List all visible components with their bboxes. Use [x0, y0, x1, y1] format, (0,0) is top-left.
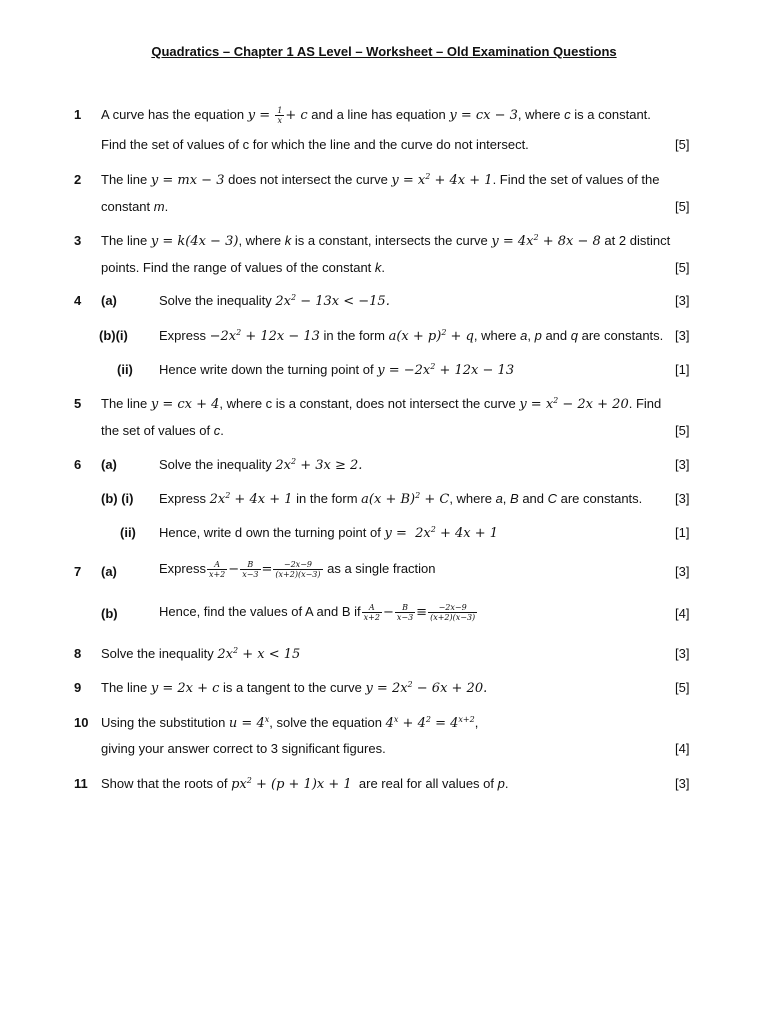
equation-curve: $y = x^2 + 4x + 1$ [391, 172, 493, 188]
part-label: (a) [101, 457, 117, 472]
question-1-line-1 [0, 106, 768, 124]
question-1-line-2: Find the set of values of c for which the line and the curve do not intersect. [5] [101, 137, 690, 152]
marks: [1] [675, 362, 690, 377]
expression: $px^2 + (p + 1)x + 1$ [231, 776, 352, 792]
equation-line: y = cx + 4 [150, 397, 220, 412]
marks: [3] [675, 328, 690, 343]
question-number: 6 [74, 457, 82, 472]
question-5-line-2: the set of values of c. [5] [101, 423, 690, 438]
completed-square-form: $a(x + p)^2 + q$ [388, 328, 474, 344]
substitution: $u = 4^x$ [228, 715, 270, 731]
equation: $y = 2x^2 + 4x + 1$ [384, 525, 499, 541]
part-label: (b) (i) [101, 491, 134, 506]
question-2-line-1: 2 The line y = mx − 3 does not intersect the curve $y = x^2 + 4x + 1$. Find the set of values of the [74, 172, 660, 188]
question-7b: (b) Hence, find the values of A and B if $\frac{A}{x+2}$ − $\frac{B}{x-3}$ ≡ $\frac{-2x-9}{(x+2)(x-3)}$ [4] [101, 603, 690, 623]
question-6a: 6 (a) Solve the inequality $2x^2 + 3x \ge 2$. [3] [74, 457, 690, 473]
equation-line: y = cx − 3 [449, 108, 518, 123]
marks: [3] [675, 564, 690, 579]
question-number: 8 [74, 646, 82, 661]
question-7a: 7 (a) Express $\frac{A}{x+2}$ − $\frac{B}{x-3}$ = $\frac{-2x-9}{(x+2)(x-3)}$ as a single fraction [3] [74, 560, 690, 580]
fraction-a: $\frac{A}{x+2}$ [363, 603, 380, 623]
marks: [3] [675, 776, 690, 791]
part-label: (b) [101, 606, 118, 621]
question-6bii: (ii) Hence, write d own the turning point of $y = 2x^2 + 4x + 1$ [1] [120, 525, 690, 541]
marks: [4] [675, 606, 690, 621]
marks: [4] [675, 741, 690, 756]
part-label: (b)(i) [99, 328, 128, 343]
question-number: 4 [74, 293, 82, 308]
marks: [3] [675, 491, 690, 506]
question-3-line-1: 3 The line y = k(4x − 3), where k is a constant, intersects the curve $y = 4x^2 + 8x - 8$ at 2 distinct [74, 233, 671, 249]
marks: [3] [675, 293, 690, 308]
equation-line: y = 2x + c [150, 681, 220, 696]
fraction-combined: $\frac{-2x-9}{(x+2)(x-3)}$ [275, 560, 321, 580]
worksheet-title: Quadratics – Chapter 1 AS Level – Worksheet – Old Examination Questions [151, 44, 617, 59]
question-6bi: (b) (i) Express $2x^2 + 4x + 1$ in the form $a(x + B)^2 + C$, where a, B and C are constants. [3] [101, 491, 690, 507]
question-number: 2 [74, 172, 82, 187]
question-4a: 4 (a) Solve the inequality $2x^2 - 13x < -15$. [3] [74, 293, 690, 309]
question-9: 9 The line y = 2x + c is a tangent to the curve $y = 2x^2 - 6x + 20$. [5] [74, 680, 690, 696]
question-number: 11 [74, 776, 88, 791]
equation-curve: $y = 4x^2 + 8x - 8$ [491, 233, 601, 249]
marks: [5] [675, 260, 690, 275]
marks: [5] [675, 199, 690, 214]
equation-curve: $y = 2x^2 - 6x + 20$. [365, 680, 488, 696]
equation-curve: y = $\frac{1}{x}$ + c [247, 106, 308, 125]
marks: [3] [675, 457, 690, 472]
part-label: (ii) [120, 525, 136, 540]
question-number: 10 [74, 715, 89, 730]
question-8: 8 Solve the inequality $2x^2 + x < 15$ [3] [74, 646, 690, 662]
fraction-b: $\frac{B}{x-3}$ [396, 603, 414, 623]
question-10-line-1: 10 Using the substitution $u = 4^x$, solve the equation $4^x + 4^2 = 4^{x+2}$, [74, 715, 479, 731]
question-number: 3 [74, 233, 82, 248]
question-4bii: (ii) Hence write down the turning point of $y = -2x^2 + 12x - 13$ [1] [117, 362, 690, 378]
question-number: 7 [74, 564, 82, 579]
question-10-line-2: giving your answer correct to 3 significant figures. [4] [101, 741, 690, 756]
question-number: 5 [74, 396, 82, 411]
marks: [5] [675, 423, 690, 438]
completed-square-form: $a(x + B)^2 + C$ [361, 491, 450, 507]
inequality: $2x^2 + x < 15$ [217, 646, 301, 662]
marks: [1] [675, 525, 690, 540]
question-number: 9 [74, 680, 82, 695]
marks: [3] [675, 646, 690, 661]
fraction-b: $\frac{B}{x-3}$ [242, 560, 259, 580]
marks: [5] [675, 137, 690, 152]
question-11: 11 Show that the roots of $px^2 + (p + 1)x + 1$ are real for all values of p. [3] [74, 776, 690, 792]
inequality: $2x^2 - 13x < -15$. [275, 293, 390, 309]
question-4bi: (b)(i) Express $-2x^2 + 12x - 13$ in the form $a(x + p)^2 + q$, where a, p and q are constants. [3] [99, 328, 690, 344]
part-label: (a) [101, 564, 117, 579]
part-label: (a) [101, 293, 117, 308]
expression: $2x^2 + 4x + 1$ [209, 491, 293, 507]
fraction-combined: $\frac{-2x-9}{(x+2)(x-3)}$ [430, 603, 476, 623]
equation-line: y = k(4x − 3) [150, 234, 239, 249]
equation-line: y = mx − 3 [150, 173, 225, 188]
expression: $-2x^2 + 12x - 13$ [209, 328, 320, 344]
equation-curve: $y = x^2 - 2x + 20$ [519, 396, 629, 412]
equation: $4^x + 4^2 = 4^{x+2}$ [385, 715, 475, 731]
fraction-a: $\frac{A}{x+2}$ [208, 560, 226, 580]
question-3-line-2: points. Find the range of values of the constant k. [5] [101, 260, 690, 275]
question-5-line-1: 5 The line y = cx + 4, where c is a constant, does not intersect the curve $y = x^2 - 2x + 20$. Find [74, 396, 662, 412]
question-number: 1 [74, 107, 82, 122]
part-label: (ii) [117, 362, 133, 377]
marks: [5] [675, 680, 690, 695]
question-2-line-2: constant m. [5] [101, 199, 690, 214]
inequality: $2x^2 + 3x \ge 2$. [275, 457, 363, 473]
equation: $y = -2x^2 + 12x - 13$ [377, 362, 515, 378]
question-1-text: A curve has the equation y = $\frac{1}{x}$ + c and a line has equation y = cx − 3, where c is a constant. [101, 106, 651, 125]
